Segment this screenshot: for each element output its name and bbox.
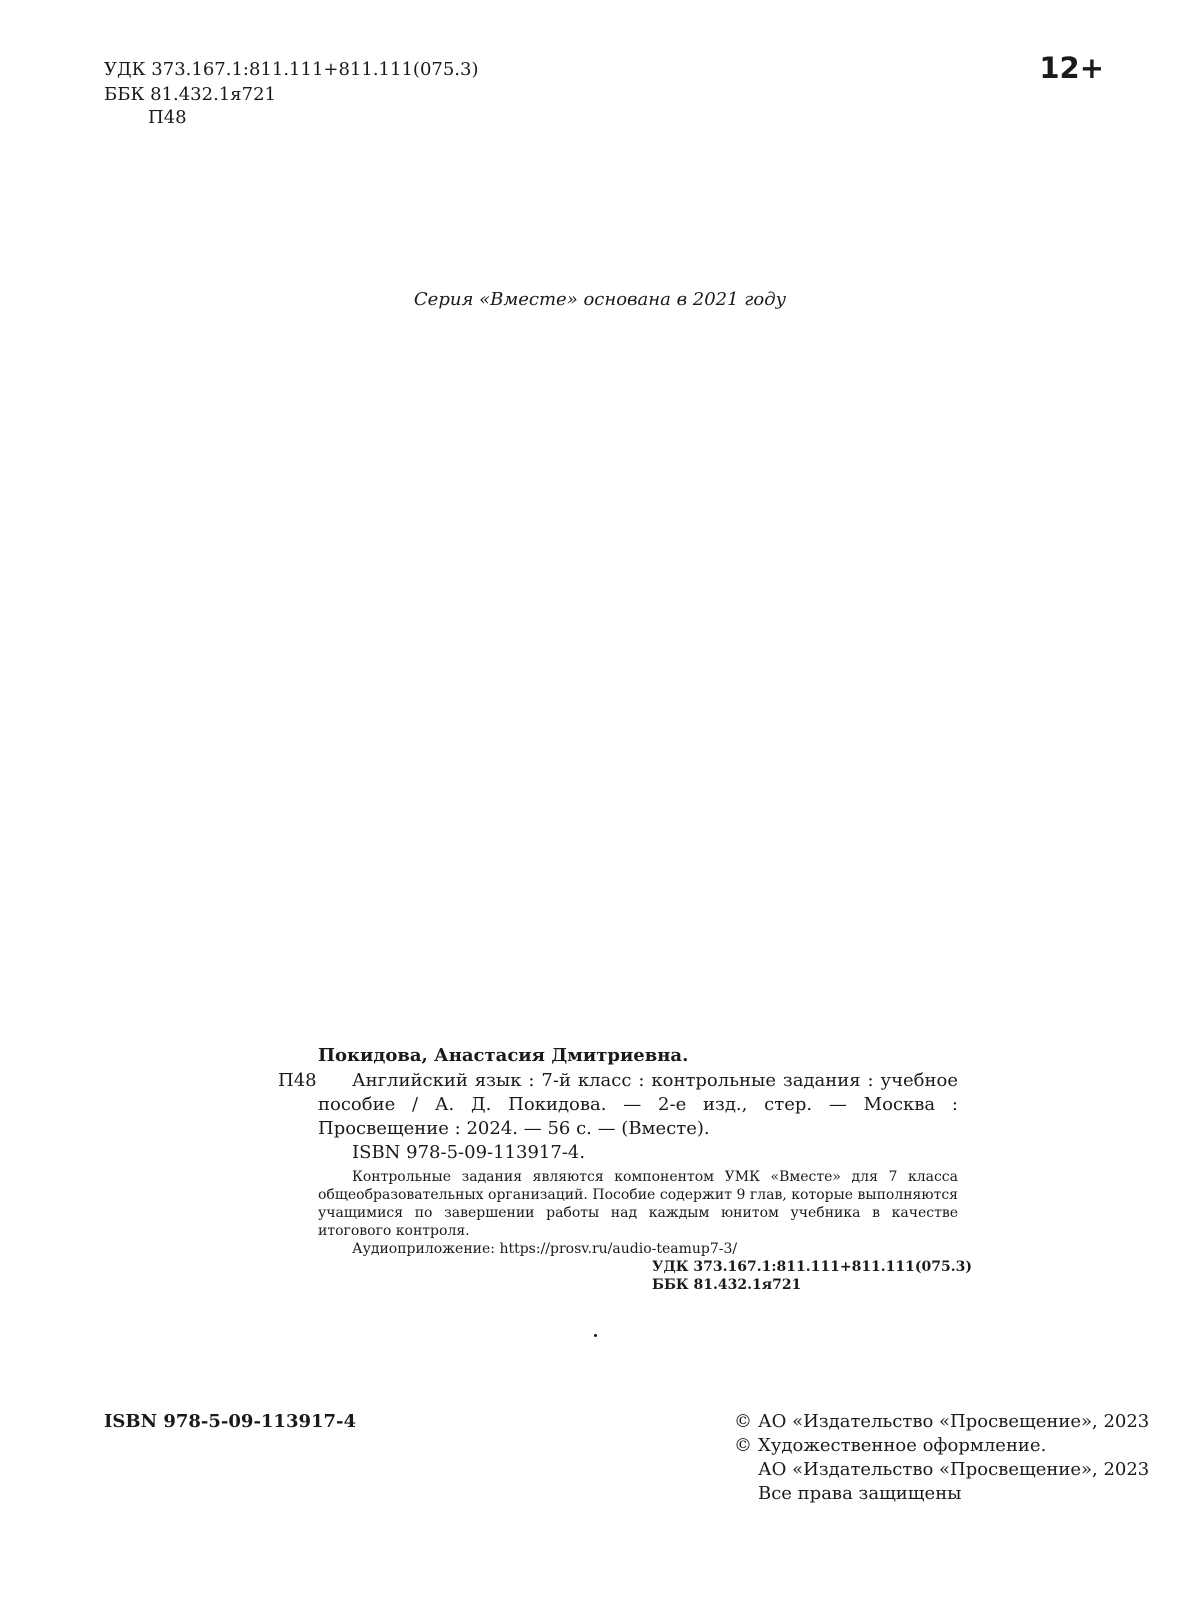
copyright-design-publisher: АО «Издательство «Просвещение», 2023 xyxy=(758,1459,1150,1480)
card-udk: УДК 373.167.1:811.111+811.111(075.3) xyxy=(652,1259,972,1275)
udk-code: УДК 373.167.1:811.111+811.111(075.3) xyxy=(104,59,479,80)
copyright-line-2 xyxy=(734,1434,1134,1458)
card-author-mark: П48 xyxy=(278,1070,317,1091)
copyright-symbol: © xyxy=(734,1435,752,1456)
rights-reserved: Все права защищены xyxy=(758,1483,962,1504)
card-isbn: ISBN 978-5-09-113917-4. xyxy=(352,1142,586,1163)
copyright-block xyxy=(734,1410,1150,1506)
card-audio-link: Аудиоприложение: https://prosv.ru/audio-teamup7-3/ xyxy=(352,1241,738,1257)
card-description: Английский язык : 7-й класс : контрольные задания : учебное пособие / А. Д. Покидова. — 2-е изд., стер. — Москва : Просвещение : 2024. — 56 с. — (Вместе). xyxy=(318,1070,958,1139)
card-annotation: Контрольные задания являются компонентом УМК «Вместе» для 7 класса общеобразовательных организаций. Пособие содержит 9 глав, которые выполняются учащимися по завершении работы над каждым юнитом учебника в качестве итогового контроля. xyxy=(318,1169,958,1239)
author-mark: П48 xyxy=(148,107,187,128)
footer-isbn: ISBN 978-5-09-113917-4 xyxy=(104,1411,357,1432)
card-author: Покидова, Анастасия Дмитриевна. xyxy=(318,1045,689,1066)
copyright-symbol: © xyxy=(734,1411,752,1432)
copyright-publisher: АО «Издательство «Просвещение», 2023 xyxy=(758,1411,1150,1432)
bbk-code: ББК 81.432.1я721 xyxy=(104,84,276,105)
copyright-design: Художественное оформление. xyxy=(758,1435,1047,1456)
dot-mark xyxy=(594,1334,597,1337)
copyright-line-1 xyxy=(734,1410,1150,1434)
bibliographic-card xyxy=(318,1044,972,1294)
age-rating: 12+ xyxy=(1039,51,1104,85)
card-bbk: ББК 81.432.1я721 xyxy=(652,1277,802,1293)
series-note: Серия «Вместе» основана в 2021 году xyxy=(413,289,787,310)
